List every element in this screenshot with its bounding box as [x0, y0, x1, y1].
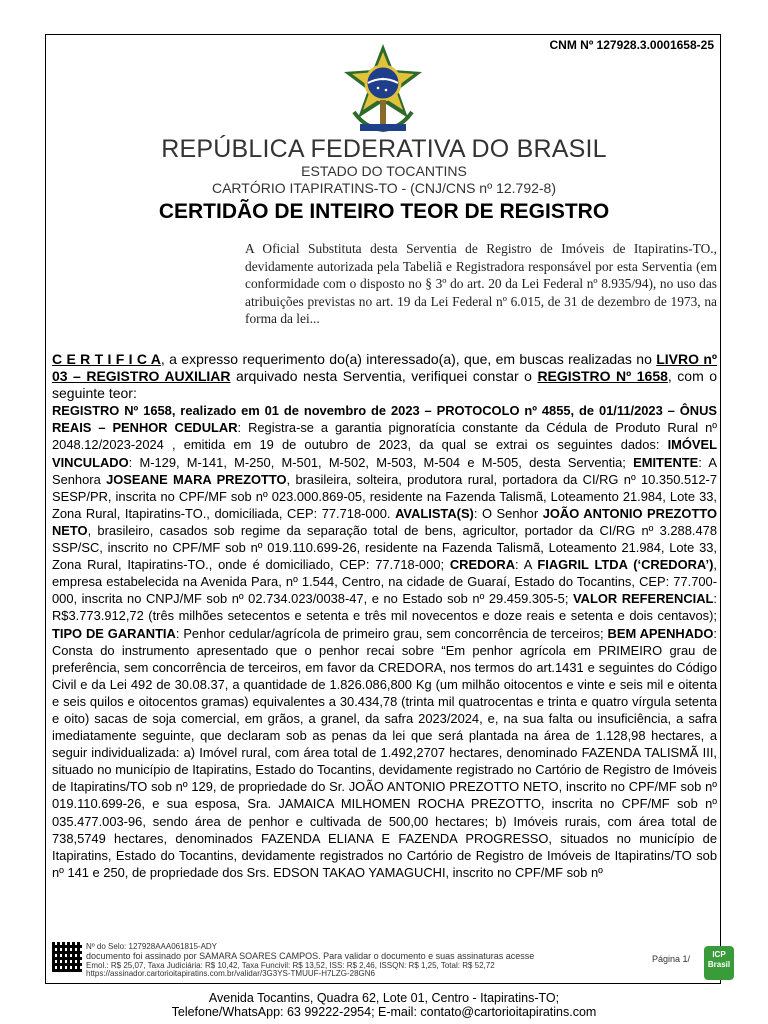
- coat-of-arms-icon: [340, 42, 426, 134]
- registro-ref: REGISTRO Nº 1658: [537, 368, 668, 385]
- signature-note: documento foi assinado por SAMARA SOARES CAMPOS. Para validar o documento e suas assinaturas acesse: [86, 951, 535, 961]
- fees-line: Emol.: R$ 25,07, Taxa Judiciária: R$ 10,42, Taxa Funcivil: R$ 13,52, ISS: R$ 2,46, ISSQN: R$ 1,25, Total: R$ 52,72: [86, 961, 495, 970]
- certifica-word: C E R T I F I C A: [52, 351, 161, 367]
- validation-url[interactable]: https://assinador.cartorioitapiratins.com.br/validar/3G3YS-TMUUF-H7LZG-28GN6: [86, 969, 375, 978]
- certificate-body: C E R T I F I C A, a expresso requerimento do(a) interessado(a), que, em buscas realizadas no LIVRO nº 03 – REGISTRO AUXILIAR arquivado nesta Serventia, verifiquei constar o REGISTRO Nº 1658, com o seguinte teor: REGISTRO Nº 1658, realizado em 01 de novembro de 2023 – PROTOCOLO nº 4855, de 01/11/2023 – ÔNUS REAIS – PENHOR CEDULAR: Registra-se a garantia pignoratícia constante da Cédula de Produto Rural nº 2048.12/2023-2024 , emitida em 19 de outubro de 2023, da qual se extrai os seguintes dados: IMÓVEL VINCULADO: M-129, M-141, M-250, M-501, M-502, M-503, M-504 e M-505, desta Serventia; EMITENTE: A Senhora JOSEANE MARA PREZOTTO, brasileira, solteira, produtora rural, portadora da CI/RG nº 10.350.512-7 SESP/PR, inscrita no CPF/MF sob nº 023.000.869-05, residente na Fazenda Talismã, Loteamento 21.984, Lote 33, Zona Rural, Itapiratins-TO., domiciliada, CEP: 77.718-000. AVALISTA(S): O Senhor JOÃO ANTONIO PREZOTTO NETO, brasileiro, casados sob regime da separação total de bens, agricultor, portador da CI/RG nº 3.288.478 SSP/SC, inscrito no CPF/MF sob nº 019.110.699-26, residente na Fazenda Talismã, Loteamento 21.984, Lote 33, Zona Rural, Itapiratins-TO., onde é domiciliado, CEP: 77.718-000; CREDORA: A FIAGRIL LTDA (‘CREDORA’), empresa estabelecida na Avenida Para, nº 1.544, Centro, na cidade de Guaraí, Estado do Tocantins, CEP: 77.700-000, inscrita no CNPJ/MF sob nº 02.734.023/0038-47, e no Estado sob nº 29.459.305-5; VALOR REFERENCIAL: R$3.773.912,72 (três milhões setecentos e setenta e três mil novecentos e doze reais e setenta e dois centavos); TIPO DE GARANTIA: Penhor cedular/agrícola de primeiro grau, sem concorrência de terceiros; BEM APENHADO: Consta do instrumento apresentado que o penhor recai sobre “Em penhor agrícola em PRIMEIRO grau de preferência, sem concorrência de terceiros, em favor da CREDORA, nos termos do art.1431 e seguintes do Código Civil e da Lei 492 de 30.08.37, a quantidade de 1.826.086,800 Kg (um milhão oitocentos e vinte e seis mil e oitenta e seis quilos e oitocentos gramas) equivalentes a 30.434,78 (trinta mil quatrocentas e trinta e quatro vírgula setenta e oito) sacas de soja comercial, em grãos, a granel, da safra 2023/2024, e, na sua falta ou insuficiência, a safra imediatamente seguinte, que declaram sob as penas da lei que será plantada na área de 1.128,98 hectares, a seguir individualizada: a) Imóvel rural, com área total de 1.492,2707 hectares, denominado FAZENDA TALISMÃ III, situado no município de Itapiratins, Estado do Tocantins, devidamente registrado no Cartório de Registro de Imóveis de Itapiratins/TO sob nº 129, de propriedade do Sr. JOÃO ANTONIO PREZOTTO NETO, inscrito no CPF/MF sob nº 019.110.699-26, e sua esposa, Sra. JAMAICA MILHOMEN ROCHA PREZOTTO, inscrita no CPF/MF sob nº 035.477.003-96, sendo área de penhor e cultivada de 500,00 hectares; b) Imóveis rurais, com área total de 738,5749 hectares, denominados FAZENDA ELIANA E FAZENDA PROGRESSO, situados no município de Itapiratins, Estado do Tocantins, devidamente registrados no Cartório de Registro de Imóveis de Itapiratins/TO sob nº 141 e 250, de propriedade dos Srs. EDSON TAKAO YAMAGUCHI, inscrito no CPF/MF sob nº: [52, 351, 718, 880]
- address-footer: [0, 991, 768, 1019]
- contact-line: Telefone/WhatsApp: 63 99222-2954; E-mail: contato@cartorioitapiratins.com: [171, 1005, 597, 1019]
- livro-ref: LIVRO nº 03 – REGISTRO AUXILIAR: [52, 351, 717, 385]
- icp-brasil-logo: ICP Brasil: [704, 946, 734, 980]
- selo-number: Nº do Selo: 127928AAA061815-ADY: [86, 942, 218, 951]
- address-line: Avenida Tocantins, Quadra 62, Lote 01, Centro - Itapiratins-TO;: [208, 991, 560, 1005]
- cartorio-heading: CARTÓRIO ITAPIRATINS-TO - (CNJ/CNS nº 12.792-8): [211, 180, 557, 196]
- cnm-number: CNM Nº 127928.3.0001658-25: [549, 38, 714, 52]
- registro-header: REGISTRO Nº 1658, realizado em 01 de novembro de 2023 – PROTOCOLO nº 4855, de 01/11/2023 – ÔNUS REAIS – PENHOR CEDULAR: [52, 403, 717, 436]
- qr-code-icon[interactable]: [52, 942, 82, 972]
- estado-heading: ESTADO DO TOCANTINS: [301, 163, 467, 179]
- document-title: CERTIDÃO DE INTEIRO TEOR DE REGISTRO: [158, 200, 610, 223]
- preamble-text: A Oficial Substituta desta Serventia de Registro de Imóveis de Itapiratins-TO., devidamente autorizada pela Tabeliã e Registradora responsável por esta Serventia (em conformidade com o disposto no § 3º do art. 20 da Lei Federal nº 8.935/94), no uso das atribuições previstas no art. 19 da Lei Federal nº 6.015, de 31 de dezembro de 1973, na forma da lei...: [245, 241, 717, 326]
- republica-heading: REPÚBLICA FEDERATIVA DO BRASIL: [161, 135, 607, 163]
- signature-footer: [52, 942, 732, 978]
- page-number: Página 1/: [652, 954, 691, 964]
